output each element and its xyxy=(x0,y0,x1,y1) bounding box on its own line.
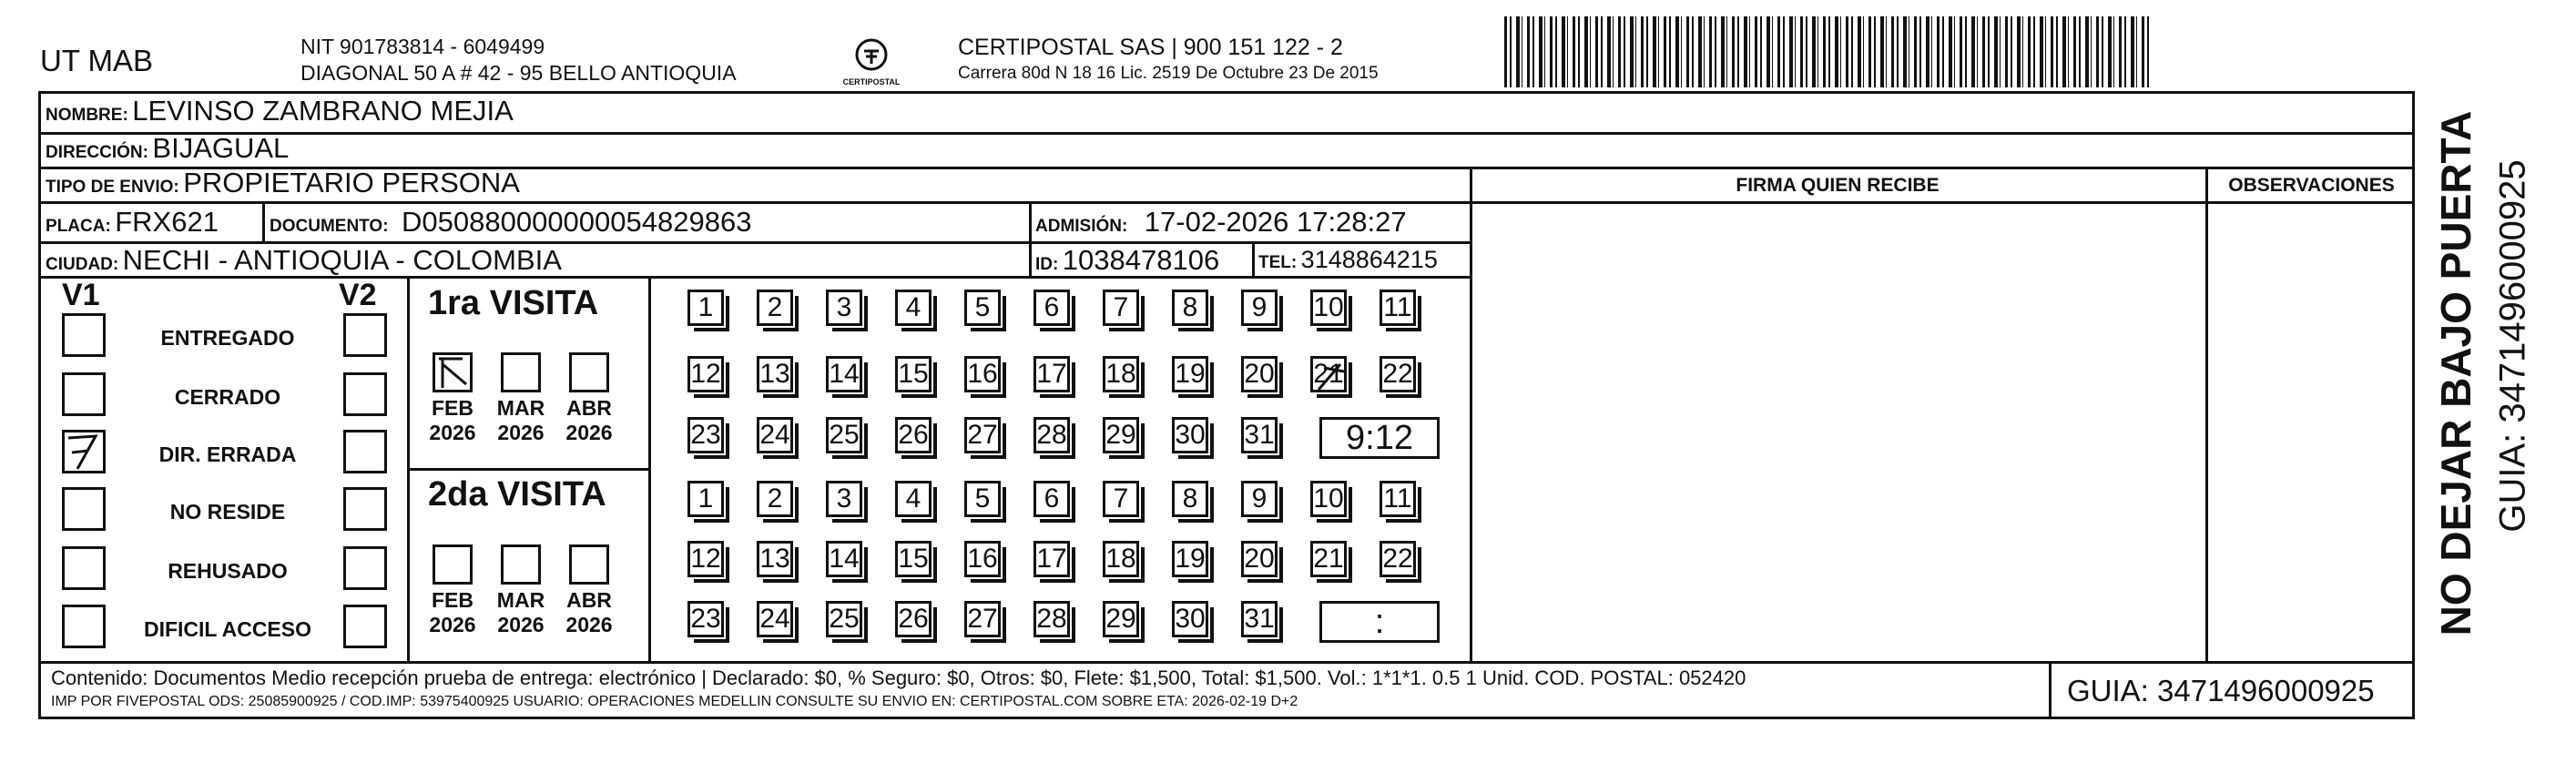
day-box[interactable] xyxy=(895,417,932,453)
v1-checkbox[interactable] xyxy=(62,430,106,473)
day-box[interactable] xyxy=(1033,290,1070,326)
day-box[interactable] xyxy=(757,601,793,637)
day-number: 20 xyxy=(1244,359,1275,389)
day-number: 7 xyxy=(1113,292,1129,322)
day-box[interactable] xyxy=(895,601,932,637)
day-box[interactable] xyxy=(687,481,724,517)
month-label xyxy=(425,588,480,637)
nombre-label: NOMBRE: xyxy=(46,106,128,125)
day-box[interactable] xyxy=(687,601,724,637)
day-number: 24 xyxy=(759,604,790,634)
divider xyxy=(38,661,2415,664)
company-name: UT MAB xyxy=(40,44,154,77)
day-box[interactable] xyxy=(1103,417,1139,453)
v2-checkbox[interactable] xyxy=(343,605,387,648)
admision-label: ADMISIÓN: xyxy=(1035,217,1128,236)
recipient-name: LEVINSO ZAMBRANO MEJIA xyxy=(132,95,514,127)
day-box[interactable] xyxy=(895,541,932,577)
status-label: DIR. ERRADA xyxy=(158,443,297,466)
status-label: NO RESIDE xyxy=(169,500,286,524)
tipo-label: TIPO DE ENVIO: xyxy=(46,178,179,197)
day-box[interactable] xyxy=(1241,601,1278,637)
day-number: 2 xyxy=(767,292,783,322)
v1-checkbox[interactable] xyxy=(62,313,106,357)
day-number: 18 xyxy=(1105,544,1136,574)
direccion-label: DIRECCIÓN: xyxy=(46,143,148,162)
carrier-name: CERTIPOSTAL SAS | 900 151 122 - 2 xyxy=(958,35,1343,60)
month-checkbox[interactable] xyxy=(569,352,609,392)
month-year: 2026 xyxy=(497,613,545,636)
nit-text: NIT 901783814 - 6049499 xyxy=(300,35,545,58)
month-year: 2026 xyxy=(429,613,476,636)
day-box[interactable] xyxy=(895,481,932,517)
v2-checkbox[interactable] xyxy=(343,487,387,531)
day-box[interactable] xyxy=(964,601,1001,637)
day-number: 15 xyxy=(898,359,929,389)
day-number: 26 xyxy=(898,604,929,634)
day-box[interactable] xyxy=(826,481,862,517)
day-box[interactable] xyxy=(964,481,1001,517)
day-number: 5 xyxy=(974,483,991,514)
barcode xyxy=(1504,16,2151,87)
day-number: 21 xyxy=(1313,359,1344,389)
day-box[interactable] xyxy=(1172,290,1208,326)
month-name: MAR xyxy=(496,396,545,420)
day-number: 25 xyxy=(829,604,860,634)
sender-address: DIAGONAL 50 A # 42 - 95 BELLO ANTIOQUIA xyxy=(300,61,737,85)
logo-icon xyxy=(853,36,890,73)
day-box[interactable] xyxy=(757,290,793,326)
day-box[interactable] xyxy=(1380,356,1416,392)
day-number: 20 xyxy=(1244,544,1275,574)
day-box[interactable] xyxy=(1103,356,1139,392)
day-box[interactable] xyxy=(1310,356,1347,392)
day-box[interactable] xyxy=(1103,541,1139,577)
day-number: 3 xyxy=(836,483,852,514)
v2-checkbox[interactable] xyxy=(343,430,387,473)
day-box[interactable] xyxy=(1380,290,1416,326)
no-dejar-notice: NO DEJAR BAJO PUERTA xyxy=(2432,110,2479,636)
month-label xyxy=(494,588,548,637)
day-number: 1 xyxy=(697,292,714,322)
status-label: CERRADO xyxy=(174,385,281,409)
day-number: 15 xyxy=(898,544,929,574)
day-number: 8 xyxy=(1182,483,1198,514)
day-number: 19 xyxy=(1175,359,1206,389)
day-box[interactable] xyxy=(1380,481,1416,517)
month-label xyxy=(425,396,480,445)
divider xyxy=(407,468,648,471)
v1-checkbox[interactable] xyxy=(62,372,106,416)
side-guia: GUIA: 3471496000925 xyxy=(2492,159,2533,533)
day-box[interactable] xyxy=(757,481,793,517)
day-number: 22 xyxy=(1382,544,1413,574)
day-number: 18 xyxy=(1105,359,1136,389)
city-value: NECHI - ANTIOQUIA - COLOMBIA xyxy=(122,244,562,276)
month-checkbox[interactable] xyxy=(501,544,541,585)
time-value: 9:12 xyxy=(1346,418,1413,457)
divider xyxy=(1252,241,1255,276)
second-visit-title: 2da VISITA xyxy=(428,475,606,514)
day-number: 11 xyxy=(1383,483,1412,514)
v2-checkbox[interactable] xyxy=(343,546,387,590)
day-number: 23 xyxy=(690,420,721,450)
shipment-type: PROPIETARIO PERSONA xyxy=(183,167,520,198)
plate-field xyxy=(46,206,219,239)
month-checkbox[interactable] xyxy=(569,544,609,585)
day-number: 4 xyxy=(905,483,921,514)
v2-checkbox[interactable] xyxy=(343,313,387,357)
month-name: FEB xyxy=(432,396,473,420)
recipient-address: BIJAGUAL xyxy=(152,132,290,164)
month-year: 2026 xyxy=(565,421,613,444)
day-box[interactable] xyxy=(1241,541,1278,577)
v1-checkbox[interactable] xyxy=(62,605,106,648)
day-box[interactable] xyxy=(687,541,724,577)
day-number: 6 xyxy=(1044,292,1060,322)
day-box[interactable] xyxy=(687,356,724,392)
day-number: 12 xyxy=(690,544,721,574)
month-label xyxy=(562,588,616,637)
day-box[interactable] xyxy=(964,356,1001,392)
day-number: 5 xyxy=(974,292,991,322)
recipient-name-row xyxy=(46,95,514,127)
day-box[interactable] xyxy=(964,417,1001,453)
time-field[interactable] xyxy=(1319,601,1440,643)
day-number: 29 xyxy=(1105,420,1136,450)
month-name: ABR xyxy=(566,396,612,420)
day-box[interactable] xyxy=(1310,290,1347,326)
first-visit-title: 1ra VISITA xyxy=(428,284,599,322)
address-row xyxy=(46,132,289,165)
day-number: 6 xyxy=(1044,483,1060,514)
day-number: 22 xyxy=(1382,359,1413,389)
day-number: 28 xyxy=(1036,604,1067,634)
id-field xyxy=(1035,244,1219,277)
tel-label: TEL: xyxy=(1258,253,1298,272)
day-number: 26 xyxy=(898,420,929,450)
footer-guia: GUIA: 3471496000925 xyxy=(2067,674,2375,707)
month-year: 2026 xyxy=(565,613,613,636)
day-box[interactable] xyxy=(1033,601,1070,637)
day-box[interactable] xyxy=(1033,481,1070,517)
day-box[interactable] xyxy=(1172,417,1208,453)
day-number: 17 xyxy=(1036,359,1067,389)
firma-header: FIRMA QUIEN RECIBE xyxy=(1736,175,1940,196)
day-number: 24 xyxy=(759,420,790,450)
day-number: 3 xyxy=(836,292,852,322)
day-box[interactable] xyxy=(1033,356,1070,392)
day-number: 10 xyxy=(1313,483,1344,514)
day-number: 21 xyxy=(1313,544,1344,574)
v1-checkbox[interactable] xyxy=(62,487,106,531)
document-field xyxy=(270,206,751,239)
day-number: 10 xyxy=(1313,292,1344,322)
day-number: 27 xyxy=(967,604,998,634)
day-number: 30 xyxy=(1175,604,1206,634)
admission-field xyxy=(1035,206,1407,239)
day-box[interactable] xyxy=(964,541,1001,577)
check-mark-icon xyxy=(435,355,472,392)
divider xyxy=(2049,661,2052,719)
day-box[interactable] xyxy=(687,417,724,453)
document-value: D050880000000054829863 xyxy=(402,206,752,238)
day-box[interactable] xyxy=(757,356,793,392)
observaciones-header: OBSERVACIONES xyxy=(2228,175,2395,196)
day-number: 12 xyxy=(690,359,721,389)
divider xyxy=(38,201,1470,204)
day-number: 30 xyxy=(1175,420,1206,450)
divider xyxy=(262,201,265,241)
day-number: 16 xyxy=(967,359,998,389)
day-box[interactable] xyxy=(964,290,1001,326)
day-box[interactable] xyxy=(1380,541,1416,577)
day-box[interactable] xyxy=(1310,541,1347,577)
divider xyxy=(648,276,651,661)
day-box[interactable] xyxy=(1033,417,1070,453)
id-value: 1038478106 xyxy=(1062,244,1220,276)
day-number: 4 xyxy=(905,292,921,322)
status-label: ENTREGADO xyxy=(160,326,295,350)
day-box[interactable] xyxy=(1241,481,1278,517)
day-number: 23 xyxy=(690,604,721,634)
tel-value: 3148864215 xyxy=(1300,246,1438,273)
day-number: 17 xyxy=(1036,544,1067,574)
documento-label: DOCUMENTO: xyxy=(270,217,389,236)
day-number: 9 xyxy=(1251,292,1268,322)
day-number: 29 xyxy=(1105,604,1136,634)
check-mark-icon xyxy=(65,432,105,473)
plate-value: FRX621 xyxy=(115,206,219,238)
shipment-type-row xyxy=(46,167,520,199)
status-label: REHUSADO xyxy=(168,559,288,583)
day-box[interactable] xyxy=(826,290,862,326)
divider xyxy=(1470,201,2415,204)
day-number: 27 xyxy=(967,420,998,450)
v2-checkbox[interactable] xyxy=(343,372,387,416)
carrier-license: Carrera 80d N 18 16 Lic. 2519 De Octubre 23 De 2015 xyxy=(958,64,1379,83)
day-box[interactable] xyxy=(1241,290,1278,326)
time-value: : xyxy=(1374,602,1385,641)
day-box[interactable] xyxy=(1172,541,1208,577)
day-box[interactable] xyxy=(1172,356,1208,392)
month-checkbox[interactable] xyxy=(433,352,473,392)
day-number: 13 xyxy=(759,359,790,389)
id-label: ID: xyxy=(1035,255,1059,274)
v1-label: V1 xyxy=(62,278,100,312)
day-box[interactable] xyxy=(826,541,862,577)
day-number: 31 xyxy=(1244,604,1275,634)
day-box[interactable] xyxy=(1033,541,1070,577)
city-field xyxy=(46,244,562,277)
tel-field xyxy=(1258,246,1438,274)
day-box[interactable] xyxy=(757,541,793,577)
day-box[interactable] xyxy=(826,601,862,637)
day-box[interactable] xyxy=(1310,481,1347,517)
day-number: 7 xyxy=(1113,483,1129,514)
handwritten-mark-icon xyxy=(1313,359,1349,395)
day-number: 9 xyxy=(1251,483,1268,514)
day-box[interactable] xyxy=(895,356,932,392)
day-number: 1 xyxy=(697,483,714,514)
month-year: 2026 xyxy=(497,421,545,444)
day-number: 31 xyxy=(1244,420,1275,450)
divider xyxy=(2205,167,2208,661)
day-box[interactable] xyxy=(895,290,932,326)
ciudad-label: CIUDAD: xyxy=(46,255,119,274)
day-number: 19 xyxy=(1175,544,1206,574)
placa-label: PLACA: xyxy=(46,217,111,236)
footer-imp: IMP POR FIVEPOSTAL ODS: 25085900925 / COD.IMP: 53975400925 USUARIO: OPERACIONES MEDELLIN CONSULTE SU ENVIO EN: CERTIPOSTAL.COM SOBRE ETA: 2026-02-19 D+2 xyxy=(51,694,1298,709)
month-label xyxy=(562,396,616,445)
day-box[interactable] xyxy=(687,290,724,326)
day-box[interactable] xyxy=(1172,481,1208,517)
day-number: 16 xyxy=(967,544,998,574)
v2-label: V2 xyxy=(339,278,377,312)
day-box[interactable] xyxy=(1172,601,1208,637)
status-label: DIFICIL ACCESO xyxy=(143,617,311,641)
divider xyxy=(1470,167,1472,661)
day-number: 28 xyxy=(1036,420,1067,450)
divider xyxy=(1029,201,1032,276)
month-name: FEB xyxy=(432,588,473,612)
month-checkbox[interactable] xyxy=(433,544,473,585)
day-number: 11 xyxy=(1383,292,1412,322)
admission-value: 17-02-2026 17:28:27 xyxy=(1144,206,1407,238)
month-name: ABR xyxy=(566,588,612,612)
day-box[interactable] xyxy=(1241,417,1278,453)
month-name: MAR xyxy=(496,588,545,612)
day-box[interactable] xyxy=(1103,601,1139,637)
v1-checkbox[interactable] xyxy=(62,546,106,590)
day-box[interactable] xyxy=(826,356,862,392)
day-box[interactable] xyxy=(1241,356,1278,392)
month-year: 2026 xyxy=(429,421,476,444)
logo-label: CERTIPOSTAL xyxy=(842,77,901,86)
day-number: 13 xyxy=(759,544,790,574)
month-label xyxy=(494,396,548,445)
footer-content: Contenido: Documentos Medio recepción prueba de entrega: electrónico | Declarado: $0, % Seguro: $0, Otros: $0, Flete: $1,500, Total: $1,500. Vol.: 1*1*1. 0.5 1 Unid. COD. POSTAL: 052420 xyxy=(51,666,1746,689)
certipostal-logo xyxy=(840,36,903,86)
time-field[interactable] xyxy=(1319,417,1440,459)
day-number: 8 xyxy=(1182,292,1198,322)
month-checkbox[interactable] xyxy=(501,352,541,392)
divider xyxy=(38,132,2415,135)
day-box[interactable] xyxy=(826,417,862,453)
day-number: 25 xyxy=(829,420,860,450)
day-number: 14 xyxy=(829,544,860,574)
day-number: 2 xyxy=(767,483,783,514)
day-box[interactable] xyxy=(1103,290,1139,326)
day-box[interactable] xyxy=(757,417,793,453)
day-box[interactable] xyxy=(1103,481,1139,517)
day-number: 14 xyxy=(829,359,860,389)
